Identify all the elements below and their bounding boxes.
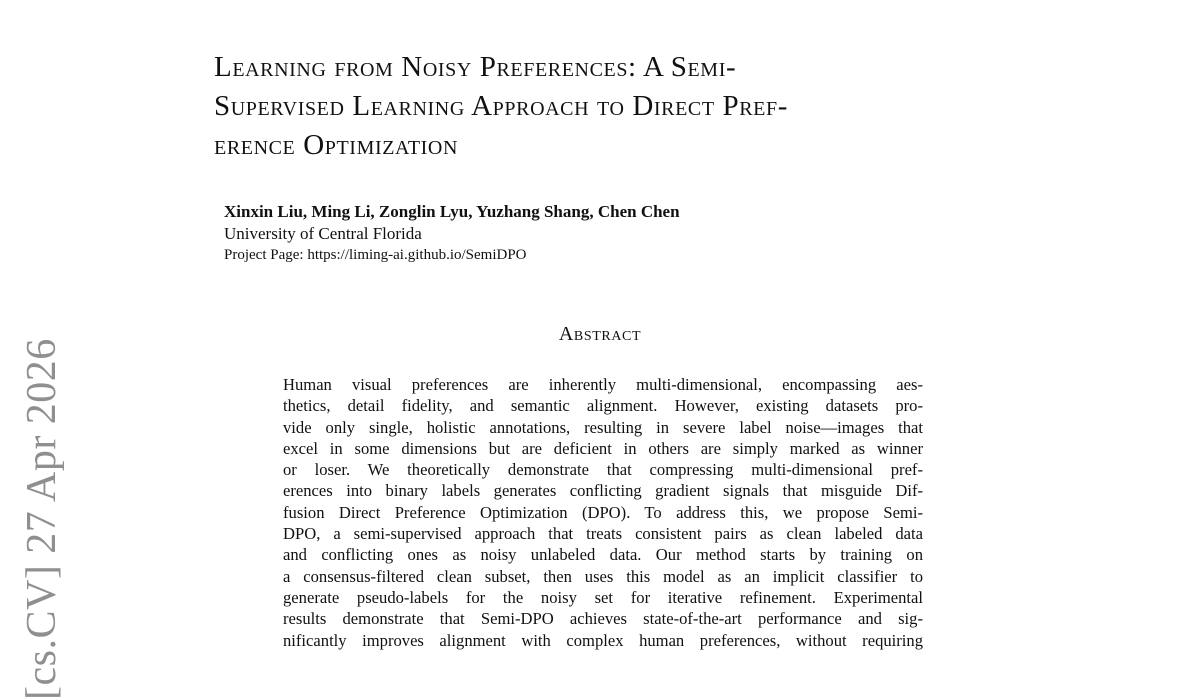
- abstract-body: [283, 374, 923, 651]
- title-line: Supervised Learning Approach to Direct Pref-: [214, 90, 788, 122]
- abstract-line: a consensus-filtered clean subset, then uses this model as an implicit classifier to: [283, 566, 923, 586]
- abstract-line: results demonstrate that Semi-DPO achieves state-of-the-art performance and sig-: [283, 609, 923, 629]
- title-line: erence Optimization: [214, 129, 459, 161]
- abstract-line: or loser. We theoretically demonstrate that compressing multi-dimensional pref-: [283, 460, 923, 480]
- abstract-line: vide only single, holistic annotations, resulting in severe label noise—images that: [283, 417, 923, 437]
- arxiv-side-stamp: [cs.CV] 27 Apr 2026: [19, 338, 65, 700]
- abstract-line: Human visual preferences are inherently multi-dimensional, encompassing aes-: [283, 375, 923, 394]
- abstract-line: and conflicting ones as noisy unlabeled data. Our method starts by training on: [283, 545, 923, 565]
- abstract-line: excel in some dimensions but are deficient in others are simply marked as winner: [283, 438, 923, 458]
- paper-title: [214, 48, 994, 165]
- author-list: Xinxin Liu, Ming Li, Zonglin Lyu, Yuzhang Shang, Chen Chen: [224, 202, 680, 221]
- abstract-line: erences into binary labels generates conflicting gradient signals that misguide Dif-: [283, 481, 923, 501]
- project-page-link[interactable]: Project Page: https://liming-ai.github.io/SemiDPO: [224, 247, 527, 263]
- title-line: Learning from Noisy Preferences: A Semi-: [214, 51, 737, 83]
- abstract-line: fusion Direct Preference Optimization (DPO). To address this, we propose Semi-: [283, 502, 923, 522]
- abstract-line: DPO, a semi-supervised approach that treats consistent pairs as clean labeled data: [283, 524, 923, 544]
- abstract-line: thetics, detail fidelity, and semantic alignment. However, existing datasets pro-: [283, 396, 923, 416]
- abstract-heading: Abstract: [558, 323, 642, 345]
- abstract-line: nificantly improves alignment with complex human preferences, without requiring: [283, 630, 923, 650]
- affiliation: University of Central Florida: [224, 224, 422, 243]
- abstract-line: generate pseudo-labels for the noisy set for iterative refinement. Experimental: [283, 587, 923, 607]
